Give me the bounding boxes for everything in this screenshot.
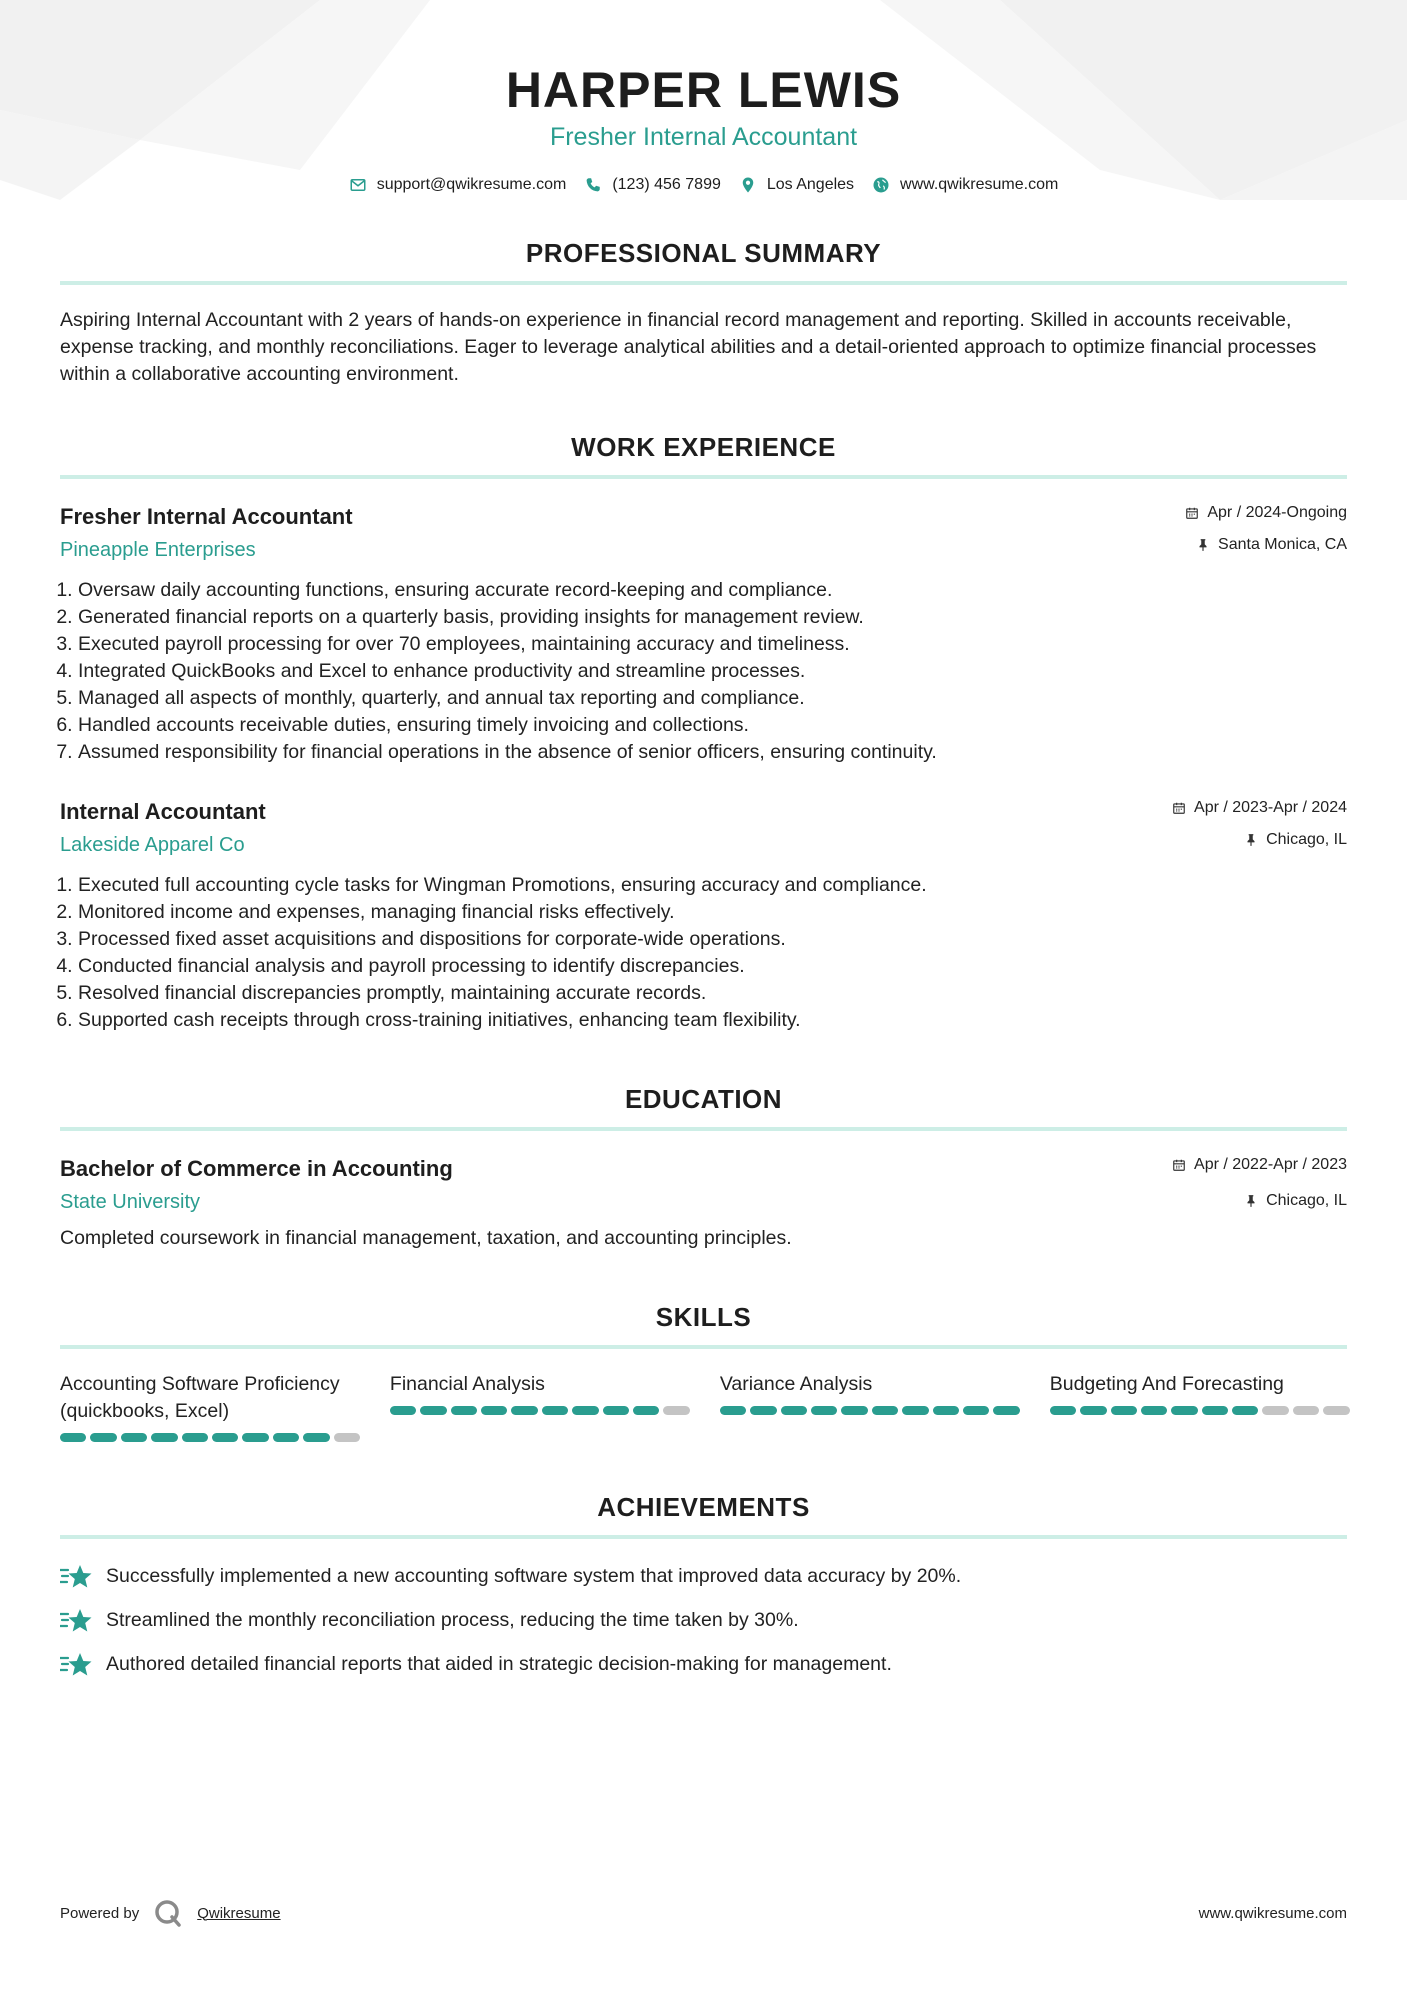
skill-level-segment-filled xyxy=(633,1406,659,1415)
skill-name: Accounting Software Proficiency (quickbooks, Excel) xyxy=(60,1373,340,1422)
skill-level-segment-filled xyxy=(993,1406,1019,1415)
contact-website-text: www.qwikresume.com xyxy=(900,176,1059,193)
list-item: 1. Executed full accounting cycle tasks for Wingman Promotions, ensuring accuracy and compliance. xyxy=(78,872,1347,899)
list-item: 6. Handled accounts receivable duties, ensuring timely invoicing and collections. xyxy=(78,712,1347,739)
skill-item xyxy=(390,1371,690,1442)
skill-level-segment-filled xyxy=(420,1406,446,1415)
powered-by-label: Powered by xyxy=(60,1904,140,1922)
contact-phone[interactable] xyxy=(584,176,721,194)
skill-level-segment-filled xyxy=(781,1406,807,1415)
list-item: 7. Assumed responsibility for financial operations in the absence of senior officers, ensuring continuity. xyxy=(78,739,1347,766)
contact-location xyxy=(739,176,854,194)
skill-level-segment-filled xyxy=(1111,1406,1137,1415)
achievement-text: Authored detailed financial reports that aided in strategic decision-making for management. xyxy=(106,1653,892,1675)
contact-location-text: Los Angeles xyxy=(766,176,855,193)
list-item: 2. Monitored income and expenses, managing financial risks effectively. xyxy=(78,899,1347,926)
candidate-title: Fresher Internal Accountant xyxy=(549,123,858,151)
contact-bar xyxy=(60,176,1347,194)
envelope-icon xyxy=(349,176,367,194)
shooting-star-icon xyxy=(60,1652,92,1678)
skill-level-segment-filled xyxy=(242,1433,268,1442)
achievement-text: Successfully implemented a new accounting software system that improved data accuracy by 20%. xyxy=(106,1565,962,1587)
skill-level-segment-empty xyxy=(1323,1406,1349,1415)
achievement-item xyxy=(60,1563,1347,1590)
pushpin-icon xyxy=(1244,1194,1258,1208)
job-dates: Apr / 2024-Ongoing xyxy=(1207,504,1347,521)
list-item: 3. Executed payroll processing for over 70 employees, maintaining accuracy and timeliness. xyxy=(78,631,1347,658)
achievement-item xyxy=(60,1607,1347,1634)
summary-text: Aspiring Internal Accountant with 2 years of hands-on experience in financial record management and reporting. Skilled in accounts receivable, expense tracking, and monthly reconciliations. Eager to leverage analytical abilities and a detail-oriented approach to optimize financial processes within a collaborative accounting environment. xyxy=(60,309,1317,385)
list-item: 4. Conducted financial analysis and payroll processing to identify discrepancies. xyxy=(78,953,1347,980)
map-pin-icon xyxy=(739,176,757,194)
education-description: Completed coursework in financial management, taxation, and accounting principles. xyxy=(60,1227,792,1249)
skill-level-segment-filled xyxy=(841,1406,867,1415)
skill-level-segment-empty xyxy=(663,1406,689,1415)
skill-level-segment-filled xyxy=(572,1406,598,1415)
job-duties-list xyxy=(60,872,1347,1034)
job-company: Lakeside Apparel Co xyxy=(60,834,245,856)
brand-link[interactable]: Qwikresume xyxy=(197,1904,281,1922)
shooting-star-icon xyxy=(60,1564,92,1590)
list-item: 6. Supported cash receipts through cross-training initiatives, enhancing team flexibility. xyxy=(78,1007,1347,1034)
school-name: State University xyxy=(60,1191,201,1213)
job-entry xyxy=(60,798,1347,1034)
job-location: Santa Monica, CA xyxy=(1218,536,1347,553)
skill-item xyxy=(1050,1371,1350,1442)
skill-level-segment-filled xyxy=(811,1406,837,1415)
page-footer xyxy=(60,1898,1347,1928)
contact-email-text: support@qwikresume.com xyxy=(376,176,567,193)
skill-level-segment-filled xyxy=(1080,1406,1106,1415)
skill-level-segment-filled xyxy=(451,1406,477,1415)
skill-level-segment-filled xyxy=(933,1406,959,1415)
skills-heading: SKILLS xyxy=(60,1302,1347,1349)
contact-phone-text: (123) 456 7899 xyxy=(612,176,721,193)
skill-level-segment-filled xyxy=(481,1406,507,1415)
skill-name: Variance Analysis xyxy=(719,1373,873,1395)
skill-level-segment-filled xyxy=(720,1406,746,1415)
skill-level-segment-filled xyxy=(750,1406,776,1415)
contact-website[interactable] xyxy=(872,176,1058,194)
summary-heading: PROFESSIONAL SUMMARY xyxy=(60,238,1347,285)
list-item: 5. Managed all aspects of monthly, quarterly, and annual tax reporting and compliance. xyxy=(78,685,1347,712)
job-role: Internal Accountant xyxy=(60,799,266,824)
calendar-icon xyxy=(1172,801,1186,815)
list-item: 4. Integrated QuickBooks and Excel to enhance productivity and streamline processes. xyxy=(78,658,1347,685)
skill-level-segment-filled xyxy=(90,1433,116,1442)
skill-level-segment-filled xyxy=(390,1406,416,1415)
skill-level-segment-filled xyxy=(303,1433,329,1442)
qwikresume-logo-icon xyxy=(153,1898,183,1928)
achievements-list xyxy=(60,1563,1347,1678)
job-entry xyxy=(60,503,1347,766)
skill-level-segment-filled xyxy=(902,1406,928,1415)
list-item: 3. Processed fixed asset acquisitions and dispositions for corporate-wide operations. xyxy=(78,926,1347,953)
work-heading: WORK EXPERIENCE xyxy=(60,432,1347,479)
resume-header xyxy=(60,0,1347,194)
skill-level-bar xyxy=(1050,1406,1350,1415)
skill-level-segment-filled xyxy=(603,1406,629,1415)
skill-level-segment-filled xyxy=(121,1433,147,1442)
achievement-item xyxy=(60,1651,1347,1678)
skill-level-segment-filled xyxy=(1171,1406,1197,1415)
skill-level-segment-filled xyxy=(182,1433,208,1442)
skill-level-segment-filled xyxy=(511,1406,537,1415)
skill-level-segment-empty xyxy=(1262,1406,1288,1415)
education-entry xyxy=(60,1155,1347,1252)
calendar-icon xyxy=(1185,506,1199,520)
skill-item xyxy=(720,1371,1020,1442)
skill-level-segment-filled xyxy=(1202,1406,1228,1415)
skill-level-segment-empty xyxy=(334,1433,360,1442)
skill-level-segment-filled xyxy=(1050,1406,1076,1415)
education-heading: EDUCATION xyxy=(60,1084,1347,1131)
skill-level-segment-filled xyxy=(1232,1406,1258,1415)
globe-icon xyxy=(872,176,890,194)
skill-level-segment-filled xyxy=(60,1433,86,1442)
skill-name: Financial Analysis xyxy=(389,1373,545,1395)
job-location: Chicago, IL xyxy=(1266,831,1347,848)
education-dates: Apr / 2022-Apr / 2023 xyxy=(1194,1156,1347,1173)
skill-name: Budgeting And Forecasting xyxy=(1049,1373,1284,1395)
skill-level-bar xyxy=(720,1406,1020,1415)
job-role: Fresher Internal Accountant xyxy=(60,504,353,529)
skill-level-segment-filled xyxy=(1141,1406,1167,1415)
skill-level-segment-filled xyxy=(212,1433,238,1442)
skill-level-segment-empty xyxy=(1293,1406,1319,1415)
candidate-name: HARPER LEWIS xyxy=(505,62,902,118)
calendar-icon xyxy=(1172,1158,1186,1172)
shooting-star-icon xyxy=(60,1608,92,1634)
skill-level-bar xyxy=(390,1406,690,1415)
pushpin-icon xyxy=(1196,538,1210,552)
skill-level-segment-filled xyxy=(273,1433,299,1442)
achievement-text: Streamlined the monthly reconciliation process, reducing the time taken by 30%. xyxy=(106,1609,799,1631)
job-duties-list xyxy=(60,577,1347,766)
skill-level-segment-filled xyxy=(872,1406,898,1415)
pushpin-icon xyxy=(1244,833,1258,847)
job-company: Pineapple Enterprises xyxy=(60,539,256,561)
skill-level-segment-filled xyxy=(151,1433,177,1442)
achievements-heading: ACHIEVEMENTS xyxy=(60,1492,1347,1539)
job-dates: Apr / 2023-Apr / 2024 xyxy=(1194,799,1347,816)
skill-level-segment-filled xyxy=(542,1406,568,1415)
education-location: Chicago, IL xyxy=(1266,1192,1347,1209)
skills-list xyxy=(60,1371,1347,1442)
phone-icon xyxy=(584,176,602,194)
skill-level-bar xyxy=(60,1433,360,1442)
list-item: 5. Resolved financial discrepancies promptly, maintaining accurate records. xyxy=(78,980,1347,1007)
skill-item xyxy=(60,1371,360,1442)
skill-level-segment-filled xyxy=(963,1406,989,1415)
footer-website[interactable]: www.qwikresume.com xyxy=(1198,1904,1347,1922)
contact-email[interactable] xyxy=(349,176,567,194)
list-item: 1. Oversaw daily accounting functions, ensuring accurate record-keeping and compliance. xyxy=(78,577,1347,604)
list-item: 2. Generated financial reports on a quarterly basis, providing insights for management review. xyxy=(78,604,1347,631)
degree-title: Bachelor of Commerce in Accounting xyxy=(60,1156,453,1181)
